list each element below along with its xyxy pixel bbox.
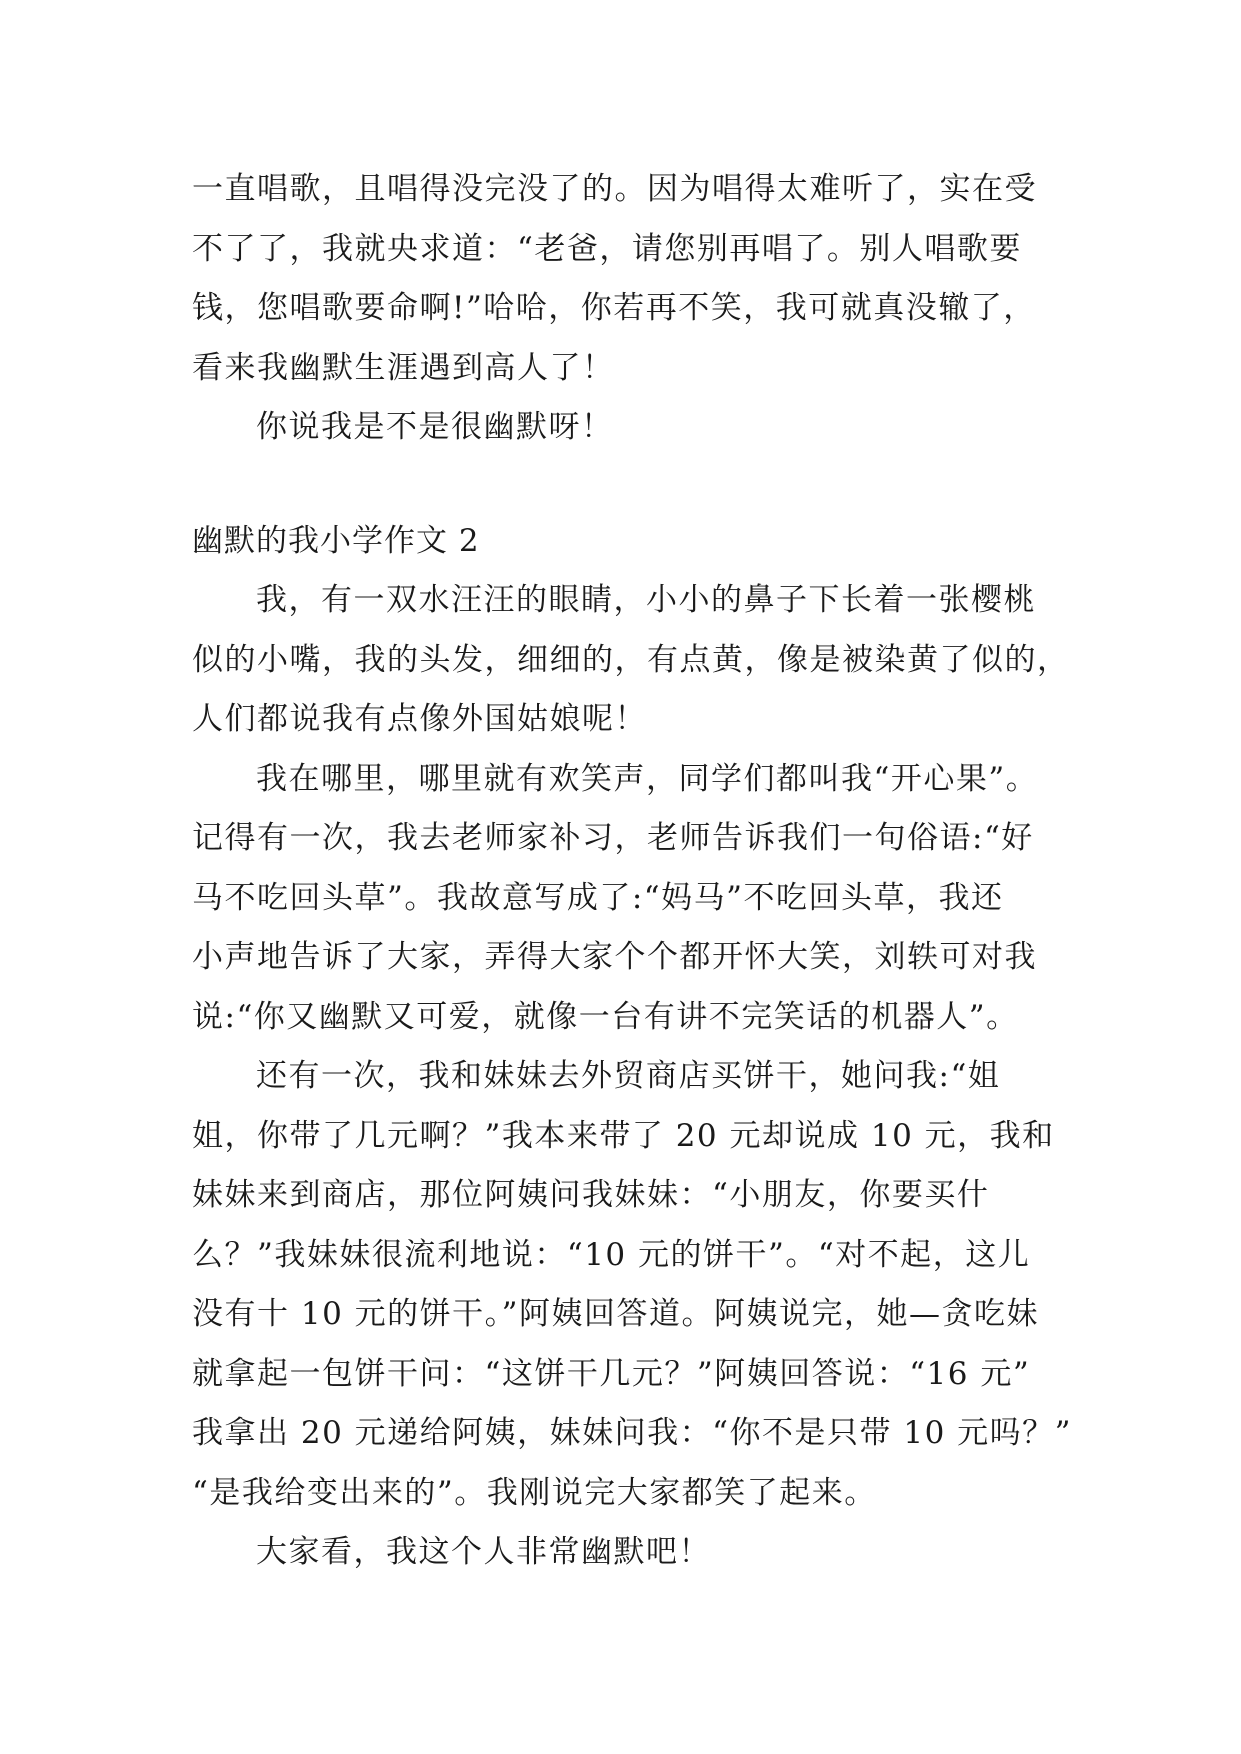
essay-line: 似的小嘴，我的头发，细细的，有点黄，像是被染黄了似的， xyxy=(192,641,1070,678)
essay-line: “是我给变出来的”。我刚说完大家都笑了起来。 xyxy=(192,1474,877,1511)
essay-line: 么？”我妹妹很流利地说：“10 元的饼干”。“对不起，这儿 xyxy=(192,1236,1031,1273)
essay-line: 小声地告诉了大家，弄得大家个个都开怀大笑，刘轶可对我 xyxy=(192,939,1037,975)
essay-line: 妹妹来到商店，那位阿姨问我妹妹：“小朋友，你要买什 xyxy=(192,1177,990,1213)
essay-title: 幽默的我小学作文 2 xyxy=(192,522,480,559)
essay-closing-line: 大家看，我这个人非常幽默吧！ xyxy=(256,1534,711,1570)
section-gap xyxy=(192,458,1092,512)
essay-body xyxy=(192,160,1092,1583)
essay-line: 姐，你带了几元啊？”我本来带了 20 元却说成 10 元，我和 xyxy=(192,1117,1055,1154)
essay-line: 马不吃回头草”。我故意写成了:“妈马”不吃回头草，我还 xyxy=(192,879,1004,916)
essay-line: 不了了，我就央求道：“老爸，请您别再唱了。别人唱歌要 xyxy=(192,230,1022,267)
essay-line: 我拿出 20 元递给阿姨，妹妹问我：“你不是只带 10 元吗？” xyxy=(192,1415,1073,1451)
essay-line: 还有一次，我和妹妹去外贸商店买饼干，她问我:“姐 xyxy=(256,1058,1001,1094)
essay-line: 没有十 10 元的饼干。”阿姨回答道。阿姨说完，她—贪吃妹 xyxy=(192,1296,1039,1332)
essay-closing-line: 你说我是不是很幽默呀！ xyxy=(256,409,614,445)
essay-line: 我，有一双水汪汪的眼睛，小小的鼻子下长着一张樱桃 xyxy=(256,582,1036,618)
essay-line: 就拿起一包饼干问：“这饼干几元？”阿姨回答说：“16 元” xyxy=(192,1355,1031,1392)
essay-line: 一直唱歌，且唱得没完没了的。因为唱得太难听了，实在受 xyxy=(192,171,1037,207)
essay-line: 人们都说我有点像外国姑娘呢！ xyxy=(192,701,647,737)
essay-line: 说:“你又幽默又可爱，就像一台有讲不完笑话的机器人”。 xyxy=(192,998,1019,1035)
essay-line: 钱，您唱歌要命啊!”哈哈，你若再不笑，我可就真没辙了， xyxy=(192,290,1036,326)
essay-line: 看来我幽默生涯遇到高人了！ xyxy=(192,349,615,386)
essay-line: 记得有一次，我去老师家补习，老师告诉我们一句俗语:“好 xyxy=(192,820,1034,856)
essay-line: 我在哪里，哪里就有欢笑声，同学们都叫我“开心果”。 xyxy=(256,760,1039,797)
